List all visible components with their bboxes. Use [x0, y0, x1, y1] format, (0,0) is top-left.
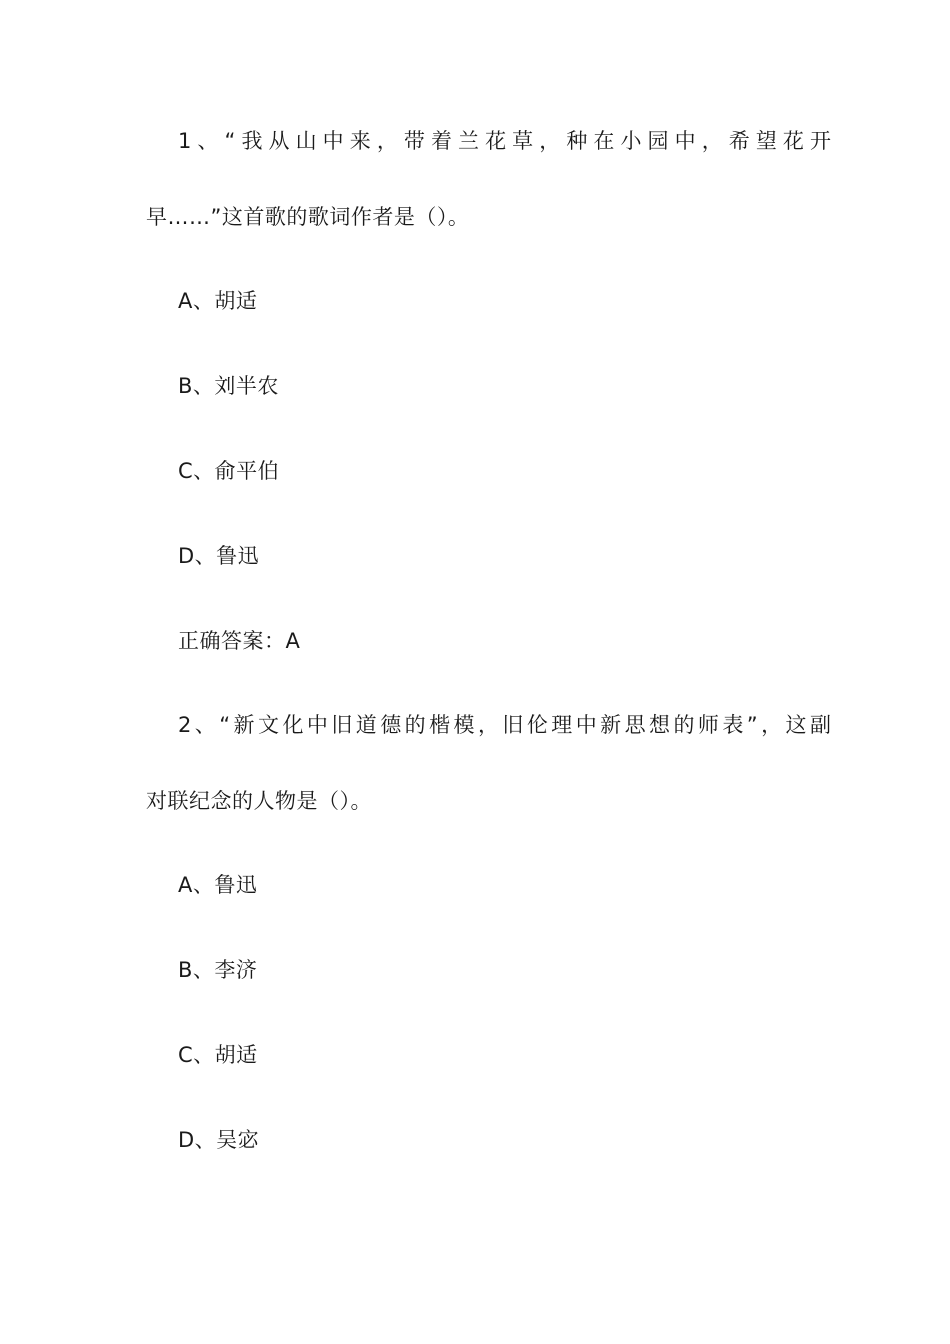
- question-1-option-b: B、刘半农: [178, 374, 279, 398]
- question-1-option-c: C、俞平伯: [178, 459, 280, 483]
- question-1-stem-line-2: 早……”这首歌的歌词作者是（）。: [146, 205, 470, 229]
- question-1-answer: 正确答案：A: [178, 629, 301, 653]
- question-1-option-d: D、鲁迅: [178, 544, 260, 568]
- question-2-option-c: C、胡适: [178, 1043, 258, 1067]
- question-2-stem-line-1: 2、“新文化中旧道德的楷模，旧伦理中新思想的师表”，这副: [178, 713, 833, 737]
- question-2-option-d: D、吴宓: [178, 1128, 260, 1152]
- question-1-option-a: A、胡适: [178, 289, 258, 313]
- question-1-stem-line-1: 1、“我从山中来，带着兰花草，种在小园中，希望花开: [178, 129, 833, 153]
- question-2-option-a: A、鲁迅: [178, 873, 258, 897]
- question-2-option-b: B、李济: [178, 958, 258, 982]
- question-2-stem-line-2: 对联纪念的人物是（）。: [146, 789, 372, 813]
